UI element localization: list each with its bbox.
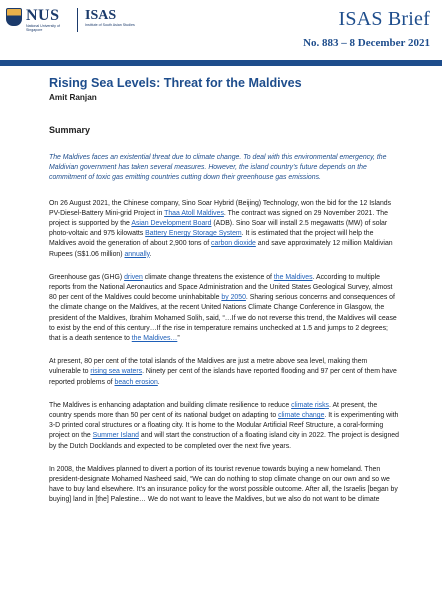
link-driven[interactable]: driven <box>124 273 143 281</box>
link-maldives-quote[interactable]: the Maldives… <box>131 335 178 343</box>
text: . It is experimenting with 3-D printed coral structures or a floating city. It is home to the Modular Artificial Reef Structure, a coral-forming project on the <box>49 412 399 440</box>
text: (ADB). Sino Soar will install 2.5 megawatts (MW) of solar photo-voltaic and 975 kilowatts <box>49 220 388 238</box>
link-carbon-dioxide[interactable]: carbon dioxide <box>211 240 256 248</box>
logo-group <box>6 8 135 32</box>
text: In 2008, the Maldives planned to divert a portion of its tourist revenue towards buying a new homeland. Then president-designate Mohamed Nasheed said, “We can do nothing to stop climate change on our own and so we have to buy land elsewhere. It’s an insurance policy for the worst possible outcome. After all, the Israelis [began by buying] land in [the] Palestine… We do not want to leave the Maldives, but we also do not want to be climate <box>49 465 398 504</box>
issue-number-date: No. 883 – 8 December 2021 <box>303 37 430 49</box>
nus-crest-icon <box>6 8 22 26</box>
text: The Maldives is enhancing adaptation and building climate resilience to reduce <box>49 401 292 409</box>
nus-subtitle: National University of Singapore <box>26 24 60 32</box>
text: climate change threatens the existence of <box>142 273 274 281</box>
link-thaa-atoll[interactable]: Thaa Atoll Maldives <box>164 209 224 217</box>
nus-wordmark: NUS <box>26 7 60 24</box>
paragraph-2 <box>49 273 399 344</box>
text: At present, 80 per cent of the total islands of the Maldives are just a metre above sea level, making them vulnerable to <box>49 358 368 376</box>
link-summer-island[interactable]: Summer Island <box>92 432 140 440</box>
link-adb[interactable]: Asian Development Board <box>131 220 212 228</box>
text: and will start the construction of a floating island city in 2022. The project is designed by the Dutch Docklands and expected to be completed over the next five years. <box>49 432 399 450</box>
header-rule <box>0 60 442 66</box>
brand-title: ISAS Brief <box>338 8 430 30</box>
text: Greenhouse gas (GHG) <box>49 273 125 281</box>
text: . Sharing serious concerns and consequences of the climate change on the Maldives, at the recent United Nations Climate Change Conference in Glasgow, the president of the Maldives, Ibrahim Mohamed Solih, said, “…If we do not reverse this trend, the Maldives will cease to exist by the end of this century…If the rise in temperature remains unchecked at 1.5 and jumps to 2 degrees; that is a death sentence to <box>49 294 397 343</box>
abstract: The Maldives faces an existential threat due to climate change. To deal with this environmental emergency, the Maldivian government has taken several measures. However, the island country’s future depends on the commitment of toxic gas emitting countries cutting down their greenhouse gas emissions. <box>49 154 387 182</box>
logo-divider <box>77 8 78 32</box>
text: On 26 August 2021, the Chinese company, Sino Soar Hybrid (Beijing) Technology, won the bid for the 12 Islands PV-Diesel-Battery Mini-grid Project in <box>49 199 392 217</box>
text: . <box>149 250 152 258</box>
link-climate-change[interactable]: climate change <box>278 412 325 420</box>
paragraph-1 <box>49 199 399 260</box>
paragraph-4 <box>49 401 399 452</box>
text: . At present, the country spends more than 50 per cent of its national budget on adapting to <box>49 401 378 420</box>
isas-subtitle: Institute of South Asian Studies <box>85 23 135 27</box>
link-by-2050[interactable]: by 2050 <box>221 294 246 302</box>
article-author: Amit Ranjan <box>49 93 97 102</box>
link-rising-sea-waters[interactable]: rising sea waters <box>90 368 143 376</box>
text: . According to multiple reports from the National Aeronautics and Space Administration and the United States Geological Survey, almost 80 per cent of the Maldives could become uninhabitable <box>49 273 393 302</box>
text: . <box>157 378 160 386</box>
paragraph-5 <box>49 465 399 506</box>
link-annually[interactable]: annually <box>124 250 150 258</box>
link-the-maldives[interactable]: the Maldives <box>273 273 313 281</box>
text: . Ninety per cent of the islands have reported flooding and 97 per cent of them have reported problems of <box>49 368 397 386</box>
article-body <box>49 76 399 506</box>
summary-heading: Summary <box>49 125 91 135</box>
paragraph-3 <box>49 357 399 388</box>
link-battery-storage[interactable]: Battery Energy Storage System <box>145 230 242 238</box>
nus-logo <box>26 8 70 32</box>
link-climate-risks[interactable]: climate risks <box>291 401 329 409</box>
link-beach-erosion[interactable]: beach erosion <box>114 378 158 386</box>
isas-wordmark: ISAS <box>85 8 117 23</box>
text: . It is estimated that the project will help the Maldives avoid the generation of about 2,900 tons of <box>49 230 374 248</box>
text: ” <box>177 335 180 343</box>
text: . The contract was signed on 29 November 2021. The project is supported by the <box>49 209 388 228</box>
text: and save approximately 12 million Maldivian Rupees (S$1.06 million) <box>49 240 393 258</box>
article-title: Rising Sea Levels: Threat for the Maldives <box>49 76 302 90</box>
header <box>0 0 442 65</box>
isas-logo <box>85 8 135 27</box>
